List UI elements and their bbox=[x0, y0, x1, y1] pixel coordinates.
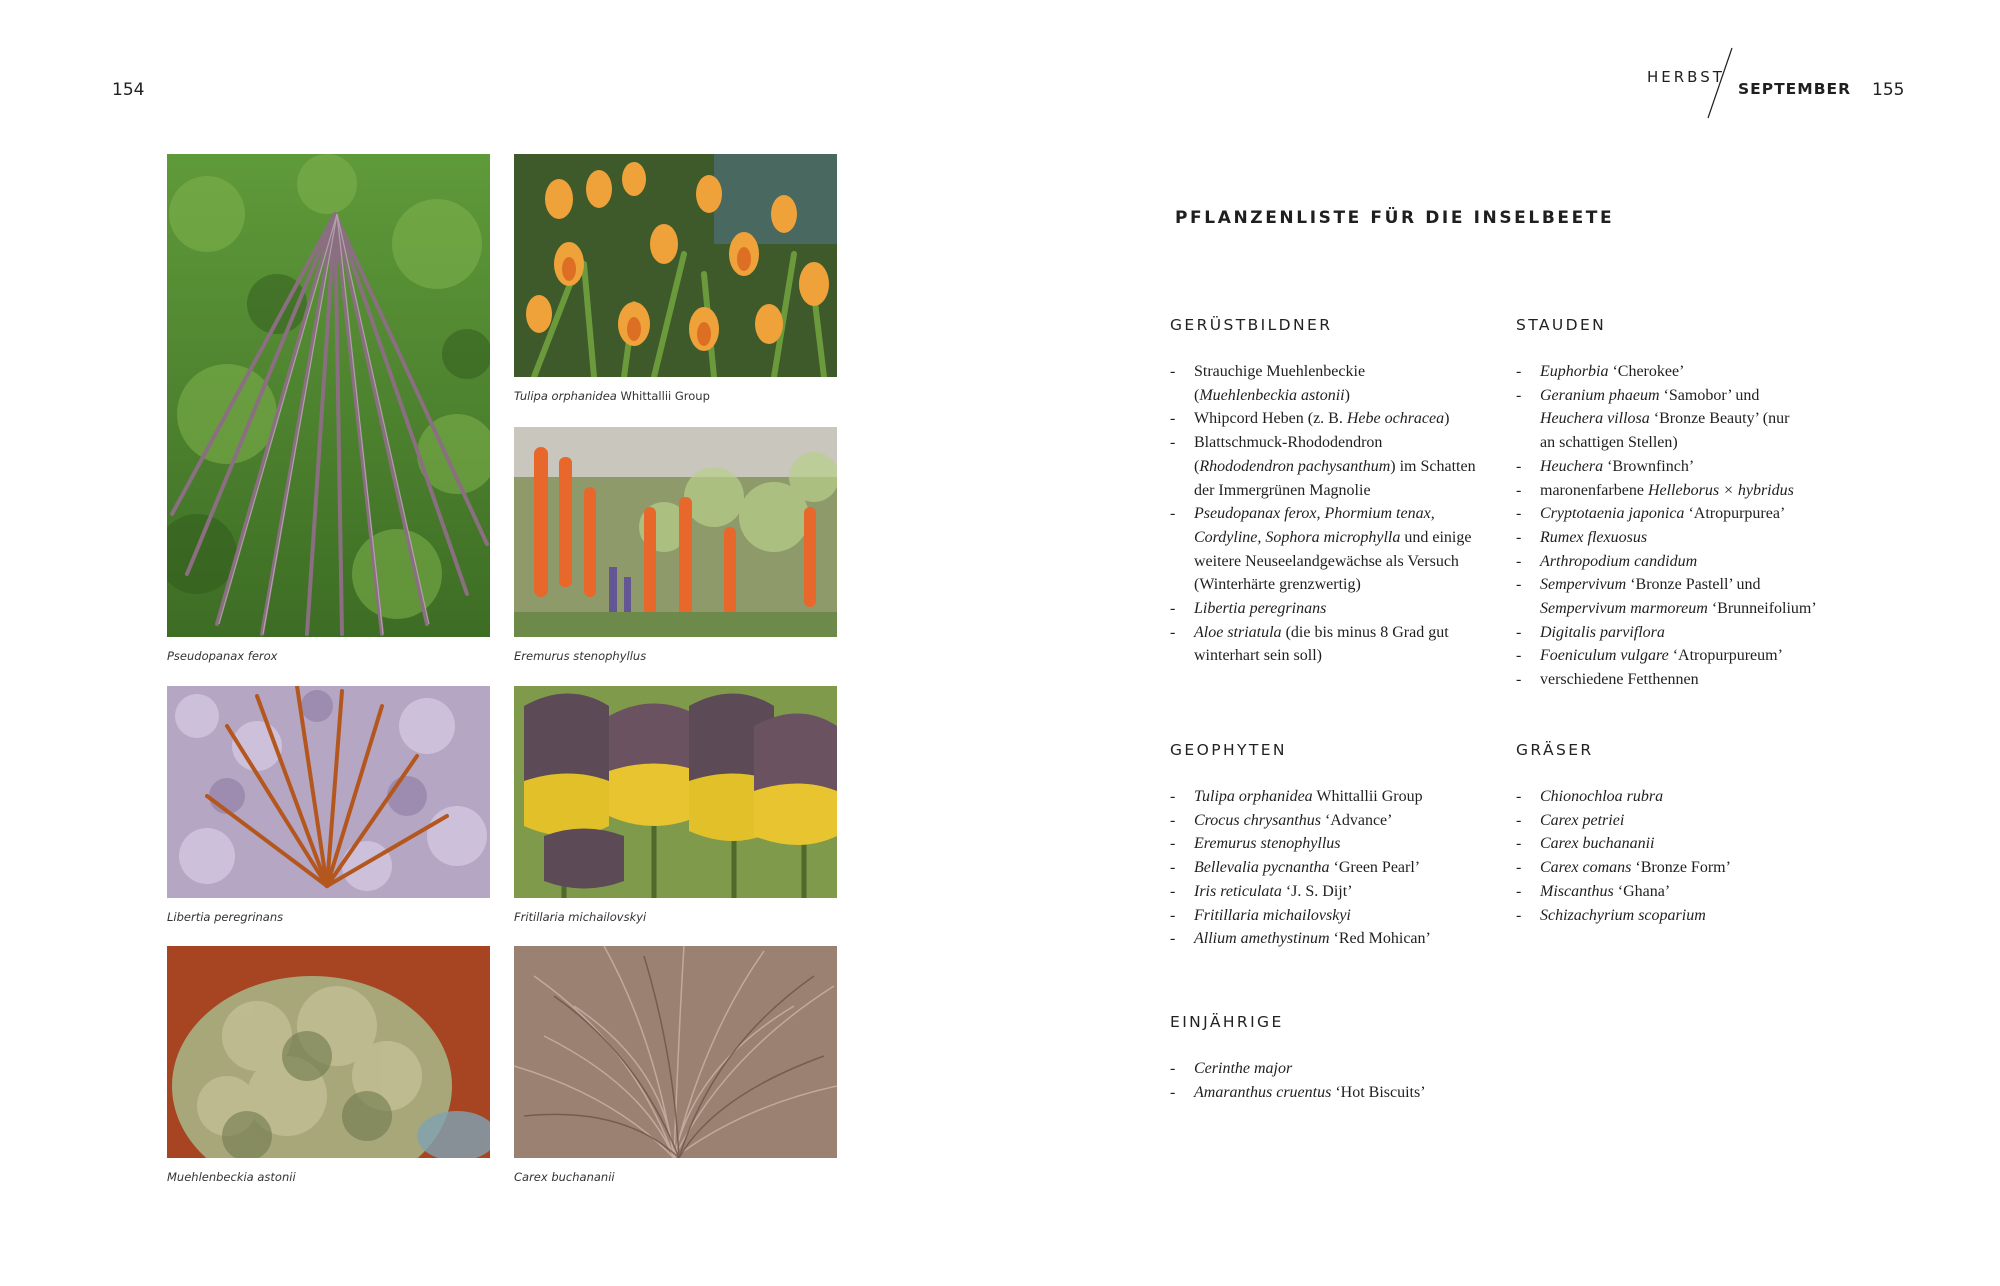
list-item-text: Eremurus stenophyllus bbox=[1194, 835, 1341, 853]
list-item-text: ( bbox=[1194, 457, 1200, 475]
list-item-text: Strauchige Muehlenbeckie bbox=[1194, 363, 1366, 380]
list-item bbox=[1170, 856, 1510, 880]
photo-pseudopanax-ferox bbox=[167, 154, 490, 637]
list-item bbox=[1170, 904, 1510, 928]
list-item bbox=[1170, 785, 1510, 809]
list-item-text: an schattigen Stellen) bbox=[1540, 434, 1678, 452]
list-item-text: ‘Hot Biscuits’ bbox=[1331, 1083, 1426, 1101]
list-item bbox=[1170, 621, 1510, 645]
list-item bbox=[1516, 644, 1876, 668]
list-item bbox=[1516, 832, 1856, 856]
list-item bbox=[1516, 502, 1876, 526]
list-item bbox=[1170, 832, 1510, 856]
list-item-continuation bbox=[1170, 479, 1510, 503]
list-item-text: ‘Green Pearl’ bbox=[1329, 859, 1421, 877]
list-item-text: Foeniculum vulgare bbox=[1540, 647, 1669, 665]
section-title-geruestbildner: GERÜSTBILDNER bbox=[1170, 316, 1333, 334]
list-item-text: Cryptotaenia japonica bbox=[1540, 505, 1685, 523]
list-item bbox=[1170, 880, 1510, 904]
list-item-text: Bellevalia pycnantha bbox=[1194, 859, 1330, 877]
plant-list-title: PFLANZENLISTE FÜR DIE INSELBEETE bbox=[1175, 208, 1615, 228]
photo-fritillaria-michailovskyi bbox=[514, 686, 837, 898]
header-divider-slash bbox=[1700, 46, 1740, 122]
list-item-text: Sempervivum bbox=[1540, 576, 1627, 594]
list-item bbox=[1170, 407, 1510, 431]
list-item bbox=[1516, 526, 1876, 550]
list-item-continuation bbox=[1170, 573, 1510, 597]
list-item-text: Tulipa orphanidea bbox=[1194, 788, 1313, 805]
list-item bbox=[1516, 785, 1856, 809]
list-item-text: Helleborus × hybridus bbox=[1647, 481, 1794, 499]
list-item bbox=[1516, 455, 1876, 479]
list-item bbox=[1516, 809, 1856, 833]
section-title-geophyten: GEOPHYTEN bbox=[1170, 741, 1287, 759]
list-item bbox=[1516, 360, 1876, 384]
list-item bbox=[1170, 1057, 1510, 1081]
list-item-continuation bbox=[1170, 455, 1510, 479]
list-item-text: Sempervivum marmoreum bbox=[1540, 600, 1708, 618]
caption-carex: Carex buchananii bbox=[514, 1170, 615, 1184]
list-item-continuation bbox=[1170, 550, 1510, 574]
running-header-month: SEPTEMBER bbox=[1738, 80, 1852, 98]
list-item-text: ‘Ghana’ bbox=[1613, 882, 1671, 900]
list-item-text: ‘Samobor’ und bbox=[1659, 386, 1760, 404]
caption-fritillaria: Fritillaria michailovskyi bbox=[514, 910, 647, 924]
list-item bbox=[1516, 550, 1876, 574]
list-item-text: maronenfarbene bbox=[1540, 481, 1648, 499]
list-item-text: ‘Atropurpureum’ bbox=[1668, 647, 1783, 665]
list-item-text: ) im Schatten bbox=[1390, 457, 1476, 475]
list-item-text: weitere Neuseelandgewächse als Versuch bbox=[1194, 552, 1459, 570]
list-item-text: Pseudopanax ferox, Phormium tenax, bbox=[1194, 505, 1435, 523]
list-item-continuation bbox=[1170, 384, 1510, 408]
list-item-text: Arthropodium candidum bbox=[1540, 552, 1698, 570]
list-item-text: Rumex flexuosus bbox=[1540, 528, 1648, 546]
list-item-text: Chionochloa rubra bbox=[1540, 788, 1664, 805]
list-item-text: Euphorbia bbox=[1540, 363, 1609, 380]
list-item bbox=[1170, 1081, 1510, 1105]
list-item-text: der Immergrünen Magnolie bbox=[1194, 481, 1371, 499]
list-item-text: ) bbox=[1344, 386, 1350, 404]
caption-muehlenbeckia: Muehlenbeckia astonii bbox=[167, 1170, 296, 1184]
list-item-text: und einige bbox=[1400, 528, 1472, 546]
list-item-text: (Winterhärte grenzwertig) bbox=[1194, 576, 1361, 594]
photo-muehlenbeckia-astonii bbox=[167, 946, 490, 1158]
list-item-text: Cordyline, Sophora microphylla bbox=[1194, 528, 1401, 546]
list-stauden bbox=[1516, 360, 1876, 692]
list-item-text: Carex petriei bbox=[1540, 811, 1625, 829]
list-item bbox=[1170, 360, 1510, 384]
list-item-text: ‘Red Mohican’ bbox=[1329, 930, 1431, 948]
right-page-number: 155 bbox=[1872, 80, 1905, 100]
list-item bbox=[1170, 927, 1510, 951]
section-title-stauden: STAUDEN bbox=[1516, 316, 1607, 334]
caption-tulipa: Tulipa orphanidea Whittallii Group bbox=[514, 389, 710, 403]
list-item-text: Amaranthus cruentus bbox=[1194, 1083, 1332, 1101]
list-item bbox=[1516, 573, 1876, 597]
list-item-text: Heuchera bbox=[1540, 457, 1604, 475]
list-item-text: ‘J. S. Dijt’ bbox=[1281, 882, 1353, 900]
list-item-text: ( bbox=[1194, 386, 1200, 404]
list-item bbox=[1516, 880, 1856, 904]
list-item-text: Digitalis parviflora bbox=[1540, 623, 1665, 641]
list-item bbox=[1516, 668, 1876, 692]
list-item-continuation bbox=[1516, 407, 1876, 431]
list-item-text: Heuchera villosa bbox=[1540, 410, 1650, 428]
list-item bbox=[1516, 621, 1876, 645]
list-item-text: winterhart sein soll) bbox=[1194, 647, 1322, 665]
list-item-continuation bbox=[1170, 526, 1510, 550]
list-item-text: Miscanthus bbox=[1540, 882, 1614, 900]
photo-eremurus-stenophyllus bbox=[514, 427, 837, 637]
left-page-number: 154 bbox=[112, 80, 145, 100]
list-item-text: ) bbox=[1444, 410, 1450, 428]
list-item bbox=[1170, 597, 1510, 621]
list-item-text: ‘Brownfinch’ bbox=[1603, 457, 1695, 475]
list-item-text: ‘Cherokee’ bbox=[1608, 363, 1685, 380]
list-item-text: Blattschmuck-Rhododendron bbox=[1194, 434, 1383, 452]
photo-libertia-peregrinans bbox=[167, 686, 490, 898]
list-item-text: Whittallii Group bbox=[1312, 788, 1423, 805]
list-item-text: Hebe ochracea bbox=[1346, 410, 1445, 428]
list-item-text: Aloe striatula bbox=[1194, 623, 1282, 641]
list-item-continuation bbox=[1516, 431, 1876, 455]
list-item-text: Rhododendron pachysanthum bbox=[1199, 457, 1391, 475]
list-item bbox=[1170, 809, 1510, 833]
list-item-text: Geranium phaeum bbox=[1540, 386, 1660, 404]
photo-carex-buchananii bbox=[514, 946, 837, 1158]
list-item bbox=[1516, 479, 1876, 503]
caption-eremurus: Eremurus stenophyllus bbox=[514, 649, 647, 663]
list-item bbox=[1170, 502, 1510, 526]
list-item bbox=[1516, 384, 1876, 408]
list-graeser bbox=[1516, 785, 1856, 927]
list-item-text: Carex comans bbox=[1540, 859, 1632, 877]
caption-libertia: Libertia peregrinans bbox=[167, 910, 284, 924]
list-item-text: ‘Bronze Form’ bbox=[1631, 859, 1731, 877]
list-item-text: Allium amethystinum bbox=[1194, 930, 1330, 948]
list-item bbox=[1516, 856, 1856, 880]
list-item-text: Iris reticulata bbox=[1194, 882, 1282, 900]
list-geruestbildner bbox=[1170, 360, 1510, 668]
list-item-text: Crocus chrysanthus bbox=[1194, 811, 1321, 829]
list-item-text: Carex buchananii bbox=[1540, 835, 1655, 853]
section-title-einjaehrige: EINJÄHRIGE bbox=[1170, 1013, 1284, 1031]
list-item-text: Libertia peregrinans bbox=[1194, 600, 1327, 618]
caption-pseudopanax: Pseudopanax ferox bbox=[167, 649, 278, 663]
list-item bbox=[1516, 904, 1856, 928]
list-item-text: ‘Bronze Beauty’ (nur bbox=[1649, 410, 1790, 428]
list-item-text: Whipcord Heben (z. B. bbox=[1194, 410, 1347, 428]
running-header-season: HERBST bbox=[1647, 68, 1725, 86]
list-item-text: ‘Bronze Pastell’ und bbox=[1626, 576, 1761, 594]
list-einjaehrige bbox=[1170, 1057, 1510, 1104]
list-item-text: verschiedene Fetthennen bbox=[1540, 671, 1699, 689]
list-item-continuation bbox=[1170, 644, 1510, 668]
list-item-text: (die bis minus 8 Grad gut bbox=[1281, 623, 1449, 641]
list-item bbox=[1170, 431, 1510, 455]
photo-tulipa-orphanidea bbox=[514, 154, 837, 377]
list-item-text: ‘Brunneifolium’ bbox=[1707, 600, 1817, 618]
list-item-text: Muehlenbeckia astonii bbox=[1199, 386, 1345, 404]
list-item-continuation bbox=[1516, 597, 1876, 621]
section-title-graeser: GRÄSER bbox=[1516, 741, 1594, 759]
list-item-text: Schizachyrium scoparium bbox=[1540, 906, 1706, 924]
list-geophyten bbox=[1170, 785, 1510, 951]
list-item-text: ‘Atropurpurea’ bbox=[1684, 505, 1786, 523]
list-item-text: ‘Advance’ bbox=[1320, 811, 1393, 829]
list-item-text: Cerinthe major bbox=[1194, 1060, 1293, 1077]
list-item-text: Fritillaria michailovskyi bbox=[1194, 906, 1351, 924]
